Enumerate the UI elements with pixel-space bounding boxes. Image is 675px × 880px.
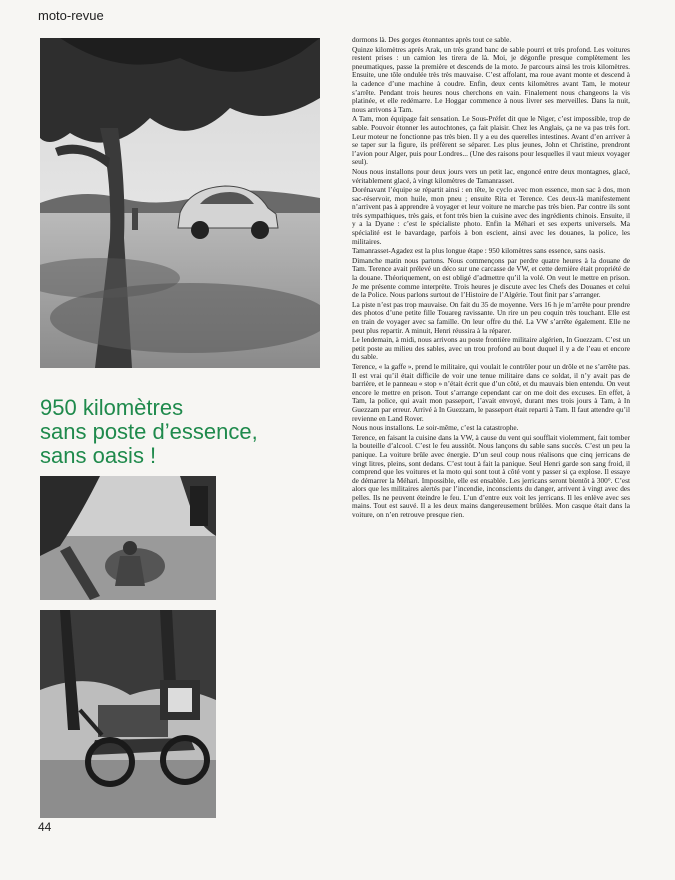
desert-tree-car-photo [40,38,320,368]
motorcycle-photo [40,610,216,818]
article-paragraph: Dimanche matin nous partons. Nous commençons par perdre quatre heures à la douane de Tam. Terence avait prélevé un déco sur une carcasse de VW, et cette dernière était propriété de la douane. Théoriquement, on est obligé d’admettre qu’il la volé. On veut le mettre en prison. Je me présente comme interprète. Trois heures je discute avec les Chefs des Douanes et celui de la Police. Nous parlons surtout de l’Histoire de l’Algérie. Tout finit par s’arranger. [352,255,630,300]
headline-line: sans oasis ! [40,443,157,468]
article-paragraph: Le lendemain, à midi, nous arrivons au poste frontière militaire algérien, In Guezzam. C’est un petit poste au milieu des sables, avec un trou profond au bout duquel il y a de l’eau et encore du sable. [352,335,630,362]
section-header: moto-revue [38,8,104,23]
article-paragraph: Terence, en faisant la cuisine dans la VW, à cause du vent qui soufflait violemment, fait tomber la bouteille d’alcool. C’est le feu aussitôt. Nous lançons du sable sans succès. C’est un peu la panique. La voiture brûle avec énergie. D’un seul coup nous réalisons que cinq jerricans de vingt litres, pleins, sont dedans. C’est tout à fait la panique. Seul Henri garde son sang froid, il comprend que les voitures et la moto qui sont tout à côté vont y passer si ça explose. Il essaye de démarrer la Méhari. Impossible, elle est ensablée. Les jerricans seront bientôt à 300°. C’est alors que les militaires alertés par l’incendie, inconscients du danger, arrivent à vingt avec des pelles. Ils ne peuvent éteindre le feu. L’un d’entre eux voit les jerricans. Il les enlève avec ses mains. Tout est sauvé. Il a les deux mains dangereusement brûlées. Mon casque était dans la voiture, on n’en retrouve presque rien. [352,432,630,520]
article-paragraph: A Tam, mon équipage fait sensation. Le Sous-Préfet dit que le Niger, c’est impossible, trop de sable. Pouvoir étonner les autochtones, ça fait plaisir. Chez les Anglais, ça ne va pas très fort. Leur moteur ne fonctionne pas très bien. Il y a eu des querelles intestines. Avant d’en arriver à se taper sur la figure, ils préfèrent se séparer. Les plus jeunes, John et Christine, prendront l’avion pour Alger, puis pour Londres... (Une des raisons pour lesquelles il vaut mieux voyager seul). [352,114,630,167]
article-paragraph: La piste n’est pas trop mauvaise. On fait du 35 de moyenne. Vers 16 h je m’arrête pour prendre des photos d’une petite fille Touareg ravissante. Un rire un peu coquin très touchant. Elle est en train de voyager avec sa famille. On leur offre du thé. La VW s’arrête également. Elle ne peut plus repartir. A minuit, Henri réussira à la réparer. [352,299,630,335]
article-body [352,36,630,520]
article-paragraph: Nous nous installons pour deux jours vers un petit lac, engoncé entre deux montagnes, glacé, véritablement glacé, à vingt kilomètres de Tamanrasset. [352,166,630,185]
article-paragraph: dormons là. Des gorges étonnantes après tout ce sable. [352,35,512,44]
headline-line: 950 kilomètres [40,395,184,420]
headline-line: sans poste d’essence, [40,419,258,444]
article-paragraph: Nous nous installons. Le soir-même, c’est la catastrophe. [352,423,519,433]
camp-scene-photo [40,476,216,600]
page-number: 44 [38,820,52,834]
article-paragraph: Tamanrasset-Agadez est la plus longue étape : 950 kilomètres sans essence, sans oasis. [352,246,606,256]
article-paragraph: Dorénavant l’équipe se répartit ainsi : en tête, le cyclo avec mon essence, mon sac à dos, mon sac-réservoir, mon huile, mon pneu ; ensuite Rita et Terence. Ces deux-là manifestement n’arrivent pas à apprendre à voyager et leur voiture ne marche pas très bien. Par contre ils sont très sympathiques, très gais, et font très bien la cuisine avec des ingrédients chinois. Ensuite, il y a la Dyane : c’est le spécialiste photo. Enfin la Méhari et ses experts universels. Ma spécialité est le bavardage, parfois à bon escient, ainsi avec les douanes, la police, les militaires. [352,185,630,246]
article-paragraph: Quinze kilomètres après Arak, un très grand banc de sable pourri et très profond. Les voitures restent prises : un camion les tirera de là. Moi, je dégonfle presque complètement les pneumatiques, passe la première et descends de la moto. Je parcours ainsi les trois kilomètres. Ensuite, une tôle ondulée très très mauvaise. C’est affolant, ma roue avant monte et descend à la cadence d’une machine à coudre. Enfin, deux cents kilomètres avant Tam, le moteur s’arrête. Pendant trois heures nous cherchons en vain. Finalement nous changeons la vis platinée, et elle redémarre. Le Hoggar commence à nous livrer ses merveilles. Dans la nuit, nous arrivons à Tam. [352,44,630,114]
article-paragraph: Terence, « la gaffe », prend le militaire, qui voulait le contrôler pour un drôle et ne s’arrête pas. Il est vrai qu’il était difficile de voir une tenue militaire dans ce soldat, il n’y avait pas de barrière, et le panneau « stop » n’était écrit que d’un côté, et du mauvais bien entendu. On veut encore le mettre en prison. Tout s’arrange cependant car on me doit des excuses. En effet, à Tam, la police, qui avait mon passeport, l’avait envoyé, durant mes trois jours à Tam, à In Guezzam par erreur. Arrivé à In Guezzam, le passeport était reparti à Tam. Il faut attendre qu’il revienne en Land Rover. [352,361,630,423]
article-headline [40,396,330,468]
